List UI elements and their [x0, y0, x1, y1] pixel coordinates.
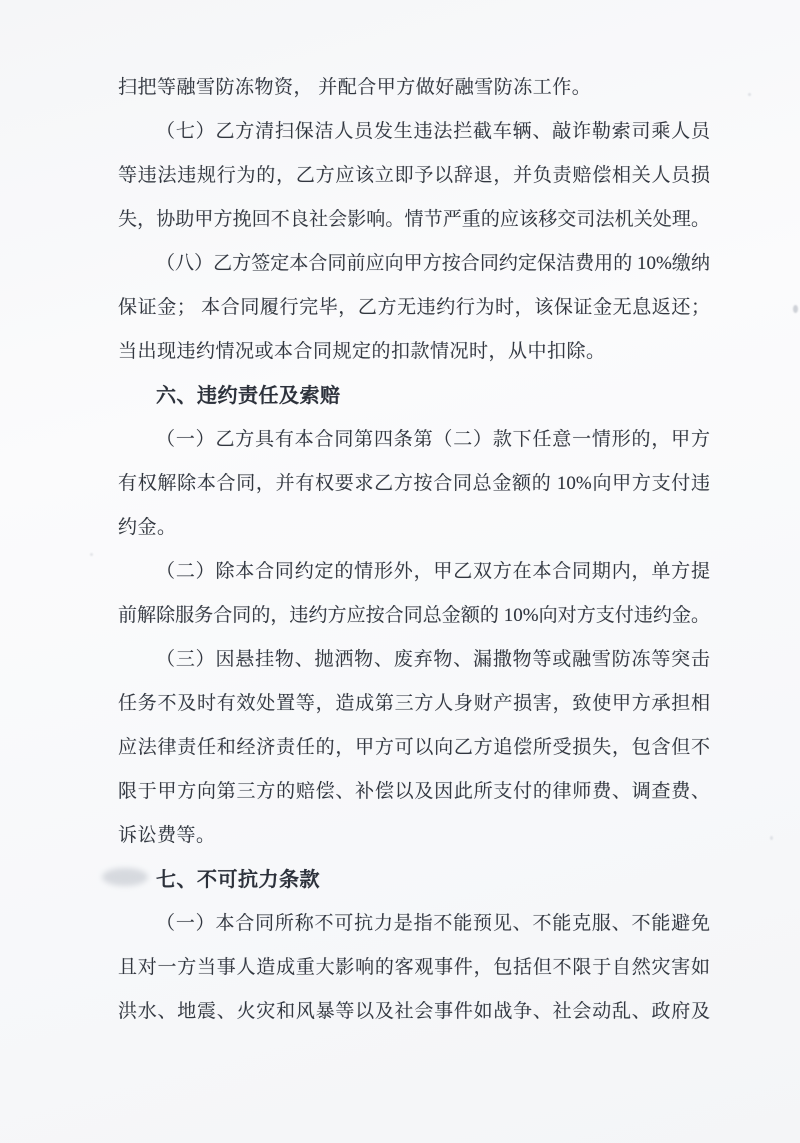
- document-line: （二）除本合同约定的情形外，甲乙双方在本合同期内，单方提: [156, 561, 710, 582]
- document-line: 保证金； 本合同履行完毕，乙方无违约行为时，该保证金无息返还；: [118, 297, 710, 318]
- document-line: 任务不及时有效处置等，造成第三方人身财产损害，致使甲方承担相: [118, 693, 710, 714]
- document-line: 有权解除本合同，并有权要求乙方按合同总金额的 10%向甲方支付违: [118, 473, 710, 494]
- section-heading: 七、不可抗力条款: [156, 869, 320, 891]
- scan-speck-artifact: [90, 553, 93, 556]
- document-line: （八）乙方签定本合同前应向甲方按合同约定保洁费用的 10%缴纳: [156, 253, 710, 274]
- document-line: 前解除服务合同的，违约方应按合同总金额的 10%向对方支付违约金。: [118, 605, 710, 626]
- document-line: 扫把等融雪防冻物资， 并配合甲方做好融雪防冻工作。: [118, 77, 592, 98]
- document-line: （三）因悬挂物、抛洒物、废弃物、漏撒物等或融雪防冻等突击: [156, 649, 710, 670]
- document-line: 诉讼费等。: [118, 825, 216, 846]
- document-line: （一）乙方具有本合同第四条第（二）款下任意一情形的，甲方: [156, 429, 710, 450]
- document-line: 等违法违规行为的，乙方应该立即予以辞退，并负责赔偿相关人员损: [118, 165, 710, 186]
- document-line: 约金。: [118, 517, 177, 538]
- section-heading: 六、违约责任及索赔: [156, 385, 341, 407]
- document-line: 失，协助甲方挽回不良社会影响。情节严重的应该移交司法机关处理。: [118, 209, 710, 230]
- document-line: 限于甲方向第三方的赔偿、补偿以及因此所支付的律师费、调查费、: [118, 781, 710, 802]
- scan-speck-artifact: [793, 305, 798, 313]
- document-line: 洪水、地震、火灾和风暴等以及社会事件如战争、社会动乱、政府及: [118, 1001, 710, 1022]
- scan-speck-artifact: [770, 836, 773, 840]
- document-line: （一）本合同所称不可抗力是指不能预见、不能克服、不能避免: [156, 913, 710, 934]
- document-line: 应法律责任和经济责任的，甲方可以向乙方追偿所受损失，包含但不: [118, 737, 710, 758]
- document-line: 且对一方当事人造成重大影响的客观事件，包括但不限于自然灾害如: [118, 957, 710, 978]
- contract-text-block: [118, 66, 710, 1034]
- scan-speck-artifact: [748, 93, 751, 96]
- document-line: 当出现违约情况或本合同规定的扣款情况时，从中扣除。: [118, 341, 606, 362]
- document-line: （七）乙方清扫保洁人员发生违法拦截车辆、敲诈勒索司乘人员: [156, 121, 710, 142]
